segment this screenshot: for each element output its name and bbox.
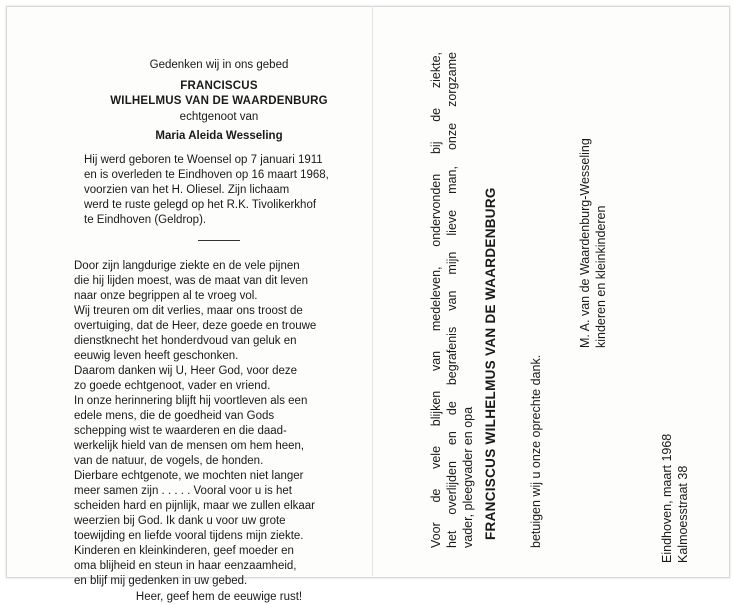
spouse-name: Maria Aleida Wesseling — [155, 130, 283, 142]
memorial-line: eeuwig leven heeft geschonken. — [74, 350, 239, 362]
signature-name: M. A. van de Waardenburg-Wesseling — [578, 138, 592, 348]
memorial-line: dienstknecht het honderdvoud van geluk en — [74, 335, 297, 347]
ack-line: Voor de vele blijken van medeleven, ondervonden bij de ziekte, — [429, 52, 443, 548]
memorial-line: werkelijk hield van de mensen om hem heen, — [74, 440, 305, 452]
acknowledgement-text — [428, 52, 476, 548]
signature-family: kinderen en kleinkinderen — [594, 205, 608, 348]
bio-line: werd te ruste gelegd op het R.K. Tivolikerkhof — [84, 199, 317, 211]
memorial-line: In onze herinnering blijft hij voortleven als een — [74, 395, 308, 407]
card-fold-line — [372, 6, 373, 576]
memorial-line: naar onze begrippen al te vroeg vol. — [74, 290, 258, 302]
memorial-line: van de natuur, de vogels, de honden. — [74, 455, 264, 467]
memorial-line: zo goede echtgenoot, vader en vriend. — [74, 380, 271, 392]
memorial-line: toewijding en liefde vooral tijdens mijn ziekte. — [74, 530, 304, 542]
memorial-text — [74, 259, 366, 589]
spouse-intro: echtgenoot van — [179, 111, 259, 123]
place-date-block — [659, 434, 691, 563]
ack-line: het overlijden en de begrafenis van mijn lieve man, onze zorgzame — [445, 52, 459, 548]
deceased-full-name: WILHELMUS VAN DE WAARDENBURG — [110, 95, 328, 107]
address: Kalmoesstraat 38 — [676, 465, 690, 563]
left-panel — [74, 58, 364, 605]
memorial-line: schepping wist te waarderen en die daad- — [74, 425, 287, 437]
memorial-line: weerzien bij God. Ik dank u voor uw grote — [74, 515, 286, 527]
intro-text: Gedenken wij in ons gebed — [149, 59, 289, 71]
memorial-line: Dierbare echtgenote, we mochten niet langer — [74, 470, 304, 482]
memorial-line: Daarom danken wij U, Heer God, voor deze — [74, 365, 298, 377]
signature-block — [577, 58, 609, 348]
bio-line: voorzien van het H. Oliesel. Zijn lichaam — [84, 184, 290, 196]
deceased-name-rotated: FRANCISCUS WILHELMUS VAN DE WAARDENBURG — [483, 187, 498, 540]
memorial-line: en blijf mij gedenken in uw gebed. — [74, 575, 248, 587]
memorial-line: meer samen zijn . . . . . Vooral voor u is het — [74, 485, 292, 497]
memorial-line: edele mens, die de goedheid van Gods — [74, 410, 275, 422]
bio-line: en is overleden te Eindhoven op 16 maart 1968, — [84, 169, 329, 181]
bio-line: Hij werd geboren te Woensel op 7 januari 1911 — [84, 154, 323, 166]
memorial-line: Kinderen en kleinkinderen, geef moeder en — [74, 545, 294, 557]
section-divider — [198, 240, 240, 241]
thanks-text: betuigen wij u onze oprechte dank. — [529, 354, 543, 548]
deceased-first-name: FRANCISCUS — [180, 80, 258, 92]
place-date: Eindhoven, maart 1968 — [660, 433, 674, 563]
bio-line: te Eindhoven (Geldrop). — [84, 214, 207, 226]
memorial-line: Door zijn langdurige ziekte en de vele pijnen — [74, 260, 300, 272]
memorial-line: Wij treuren om dit verlies, maar ons troost de — [74, 305, 303, 317]
memorial-line: oma blijheid en steun in haar eenzaamheid, — [74, 560, 297, 572]
memorial-line: scheiden hard en pijnlijk, maar we zullen elkaar — [74, 500, 315, 512]
memorial-line: overtuiging, dat de Heer, deze goede en trouwe — [74, 320, 317, 332]
memorial-line: die hij lijden moest, was de maat van dit leven — [74, 275, 308, 287]
biography — [84, 153, 362, 228]
ack-line: vader, pleegvader en opa — [461, 406, 475, 548]
closing-prayer: Heer, geef hem de eeuwige rust! — [135, 591, 303, 603]
